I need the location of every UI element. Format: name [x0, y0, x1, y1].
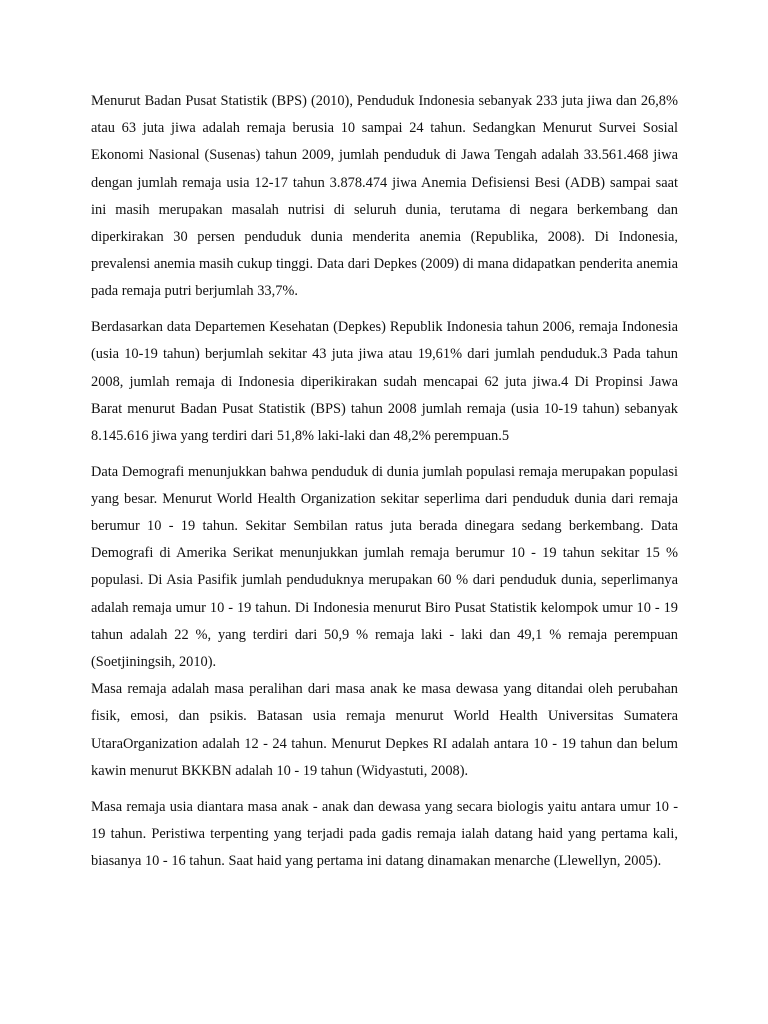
paragraph-depkes-2006: Berdasarkan data Departemen Kesehatan (Depkes) Republik Indonesia tahun 2006, remaja Indonesia (usia 10-19 tahun) berjumlah sekitar 43 juta jiwa atau 19,61% dari jumlah penduduk.3 Pada tahun 2008, jumlah remaja di Indonesia diperikirakan sudah mencapai 62 juta jiwa.4 Di Propinsi Jawa Barat menurut Badan Pusat Statistik (BPS) tahun 2008 jumlah remaja (usia 10-19 tahun) sebanyak 8.145.616 jiwa yang terdiri dari 51,8% laki-laki dan 48,2% perempuan.5 [91, 319, 678, 444]
paragraph-bps-2010: Menurut Badan Pusat Statistik (BPS) (2010), Penduduk Indonesia sebanyak 233 juta jiwa dan 26,8% atau 63 juta jiwa adalah remaja berusia 10 sampai 24 tahun. Sedangkan Menurut Survei Sosial Ekonomi Nasional (Susenas) tahun 2009, jumlah penduduk di Jawa Tengah adalah 33.561.468 jiwa dengan jumlah remaja usia 12-17 tahun 3.878.474 jiwa Anemia Defisiensi Besi (ADB) sampai saat ini masih merupakan masalah nutrisi di seluruh dunia, terutama di negara berkembang dan diperkirakan 30 persen penduduk dunia menderita anemia (Republika, 2008). Di Indonesia, prevalensi anemia masih cukup tinggi. Data dari Depkes (2009) di mana didapatkan penderita anemia pada remaja putri berjumlah 33,7%. [91, 93, 678, 300]
paragraph-data-demografi: Data Demografi menunjukkan bahwa penduduk di dunia jumlah populasi remaja merupakan populasi yang besar. Menurut World Health Organization sekitar seperlima dari penduduk dunia dari remaja berumur 10 - 19 tahun. Sekitar Sembilan ratus juta berada dinegara sedang berkembang. Data Demografi di Amerika Serikat menunjukkan jumlah remaja berumur 10 - 19 tahun sekitar 15 % populasi. Di Asia Pasifik jumlah penduduknya merupakan 60 % dari penduduk dunia, seperlimanya adalah remaja umur 10 - 19 tahun. Di Indonesia menurut Biro Pusat Statistik kelompok umur 10 - 19 tahun adalah 22 %, yang terdiri dari 50,9 % remaja laki - laki dan 49,1 % remaja perempuan (Soetjiningsih, 2010). [91, 463, 678, 671]
paragraph-masa-remaja-biologis: Masa remaja usia diantara masa anak - anak dan dewasa yang secara biologis yaitu antara umur 10 - 19 tahun. Peristiwa terpenting yang terjadi pada gadis remaja ialah datang haid yang pertama kali, biasanya 10 - 16 tahun. Saat haid yang pertama ini datang dinamakan menarche (Llewellyn, 2005). [91, 798, 678, 869]
document-page [91, 88, 678, 875]
paragraph-masa-remaja-peralihan: Masa remaja adalah masa peralihan dari masa anak ke masa dewasa yang ditandai oleh perubahan fisik, emosi, dan psikis. Batasan usia remaja menurut World Health Universitas Sumatera UtaraOrganization adalah 12 - 24 tahun. Menurut Depkes RI adalah antara 10 - 19 tahun dan belum kawin menurut BKKBN adalah 10 - 19 tahun (Widyastuti, 2008). [91, 681, 678, 779]
